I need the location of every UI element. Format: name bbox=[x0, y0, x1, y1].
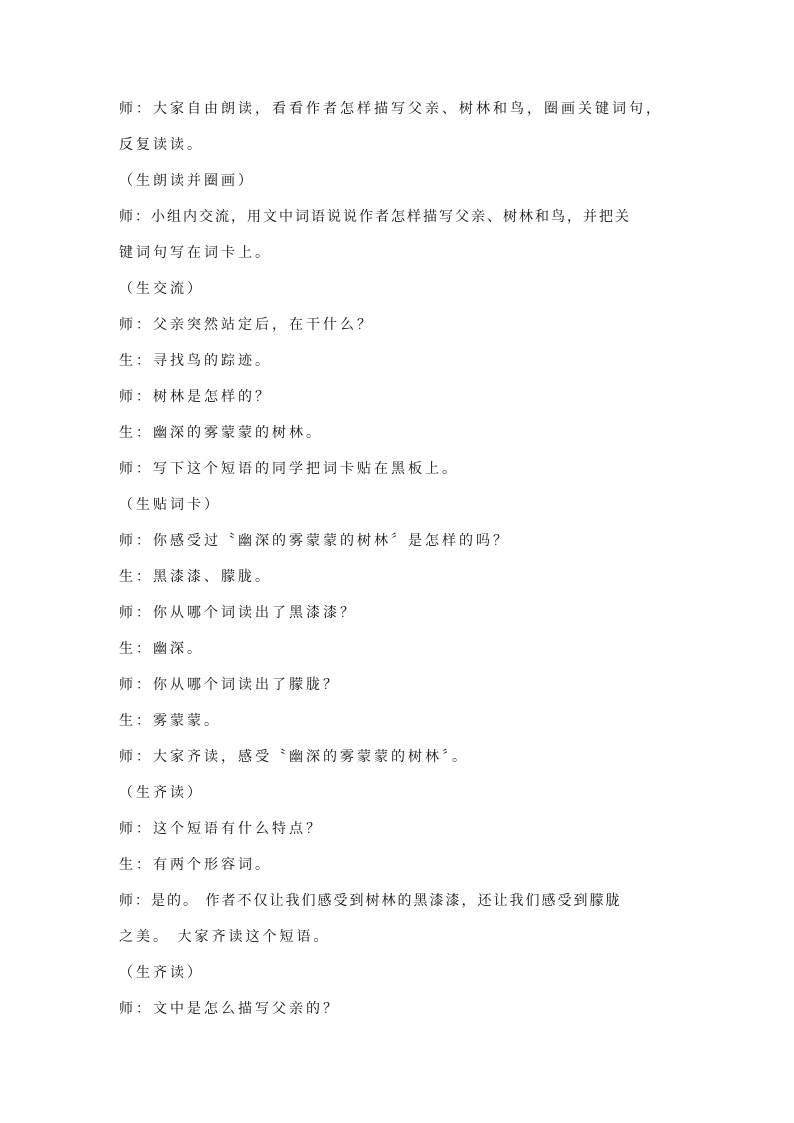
text-line-24: 之美。 大家齐读这个短语。 bbox=[119, 929, 331, 945]
text-line-18: 生：雾蒙蒙。 bbox=[119, 713, 221, 729]
text-line-16: 生：幽深。 bbox=[119, 641, 204, 657]
text-line-9: 师：树林是怎样的？ bbox=[119, 389, 272, 405]
text-line-14: 生：黑漆漆、朦胧。 bbox=[119, 569, 272, 585]
text-line-23: 师：是的。 作者不仅让我们感受到树林的黑漆漆，还让我们感受到朦胧 bbox=[119, 893, 622, 909]
text-line-1: 师：大家自由朗读，看看作者怎样描写父亲、树林和鸟，圈画关键词句， bbox=[119, 101, 663, 117]
text-line-11: 师：写下这个短语的同学把词卡贴在黑板上。 bbox=[119, 461, 459, 477]
text-line-22: 生：有两个形容词。 bbox=[119, 857, 272, 873]
text-line-5: 键词句写在词卡上。 bbox=[119, 245, 272, 261]
text-line-25: （生齐读） bbox=[119, 965, 204, 981]
text-line-13: 师：你感受过〝幽深的雾蒙蒙的树林〞是怎样的吗？ bbox=[119, 533, 510, 549]
text-line-10: 生：幽深的雾蒙蒙的树林。 bbox=[119, 425, 323, 441]
text-line-3: （生朗读并圈画） bbox=[119, 173, 255, 189]
text-line-4: 师：小组内交流，用文中词语说说作者怎样描写父亲、树林和鸟，并把关 bbox=[119, 209, 631, 225]
text-line-20: （生齐读） bbox=[119, 785, 204, 801]
text-line-21: 师：这个短语有什么特点？ bbox=[119, 821, 323, 837]
text-line-15: 师：你从哪个词读出了黑漆漆？ bbox=[119, 605, 357, 621]
text-line-6: （生交流） bbox=[119, 281, 204, 297]
text-line-7: 师：父亲突然站定后，在干什么？ bbox=[119, 317, 374, 333]
text-line-12: （生贴词卡） bbox=[119, 497, 221, 513]
text-line-8: 生：寻找鸟的踪迹。 bbox=[119, 353, 272, 369]
text-line-2: 反复读读。 bbox=[119, 137, 204, 153]
text-line-17: 师：你从哪个词读出了朦胧？ bbox=[119, 677, 340, 693]
text-line-19: 师：大家齐读，感受〝幽深的雾蒙蒙的树林〞。 bbox=[119, 749, 469, 765]
text-line-26: 师：文中是怎么描写父亲的？ bbox=[119, 1001, 340, 1017]
document-body bbox=[119, 96, 699, 1032]
